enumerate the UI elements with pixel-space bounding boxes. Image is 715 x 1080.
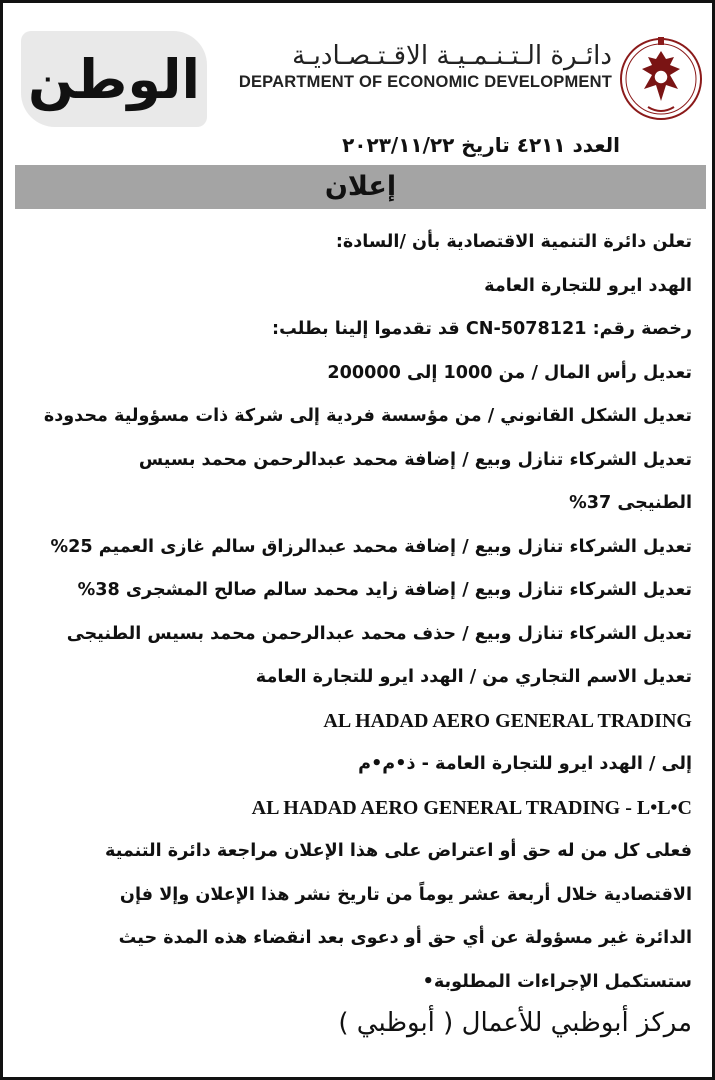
announcement-title-banner: إعلان	[15, 165, 706, 209]
body-line: تعديل الشركاء تنازل وبيع / إضافة محمد عبدالرحمن محمد بسيس	[138, 449, 692, 470]
body-line: تعديل الاسم التجاري من / الهدد ايرو للتجارة العامة	[255, 667, 692, 687]
body-line: الدائرة غير مسؤولة عن أي حق أو دعوى بعد انقضاء هذه المدة حيث	[118, 928, 692, 948]
body-line: الاقتصادية خلال أربعة عشر يوماً من تاريخ نشر هذا الإعلان وإلا فإن	[119, 884, 692, 905]
body-line: تعديل رأس المال / من 1000 إلى 200000	[327, 362, 692, 383]
department-name-arabic: دائـرة الـتـنـمـيـة الاقـتـصـاديـة	[292, 41, 612, 71]
header	[3, 3, 715, 157]
body-line: تعديل الشركاء تنازل وبيع / إضافة زايد محمد سالم صالح المشجرى 38%	[77, 580, 692, 600]
department-name-english: DEPARTMENT OF ECONOMIC DEVELOPMENT	[238, 73, 612, 91]
body-line: تعديل الشكل القانوني / من مؤسسة فردية إلى شركة ذات مسؤولية محدودة	[43, 406, 692, 426]
body-line: تعلن دائرة التنمية الاقتصادية بأن /السادة:	[335, 232, 692, 252]
body-line: الطنيجى 37%	[569, 493, 692, 513]
abu-dhabi-falcon-emblem-icon	[618, 29, 704, 129]
department-name	[232, 39, 612, 92]
body-line: فعلى كل من له حق أو اعتراض على هذا الإعلان مراجعة دائرة التنمية	[105, 841, 692, 861]
announcement-body	[17, 221, 692, 1004]
body-line: تعديل الشركاء تنازل وبيع / إضافة محمد عبدالرزاق سالم غازى العميم 25%	[50, 536, 692, 557]
body-line: رخصة رقم: CN-5078121 قد تقدموا إلينا بطلب:	[272, 319, 692, 339]
body-line: ستستكمل الإجراءات المطلوبة•	[422, 971, 692, 992]
issue-number-date: العدد ٤٢١١ تاريخ ٢٠٢٣/١١/٢٢	[342, 133, 620, 157]
alwatan-logo-text: الوطن	[27, 47, 201, 111]
body-line-english: AL HADAD AERO GENERAL TRADING - L•L•C	[251, 796, 692, 819]
body-line: تعديل الشركاء تنازل وبيع / حذف محمد عبدالرحمن محمد بسيس الطنيجى	[66, 623, 692, 644]
body-line: الهدد ايرو للتجارة العامة	[484, 275, 692, 296]
body-line-english: AL HADAD AERO GENERAL TRADING	[323, 709, 692, 732]
body-line: إلى / الهدد ايرو للتجارة العامة - ذ•م•م	[358, 754, 692, 774]
footer-signature: مركز أبوظبي للأعمال ( أبوظبي )	[338, 1008, 692, 1038]
alwatan-logo	[21, 31, 207, 127]
